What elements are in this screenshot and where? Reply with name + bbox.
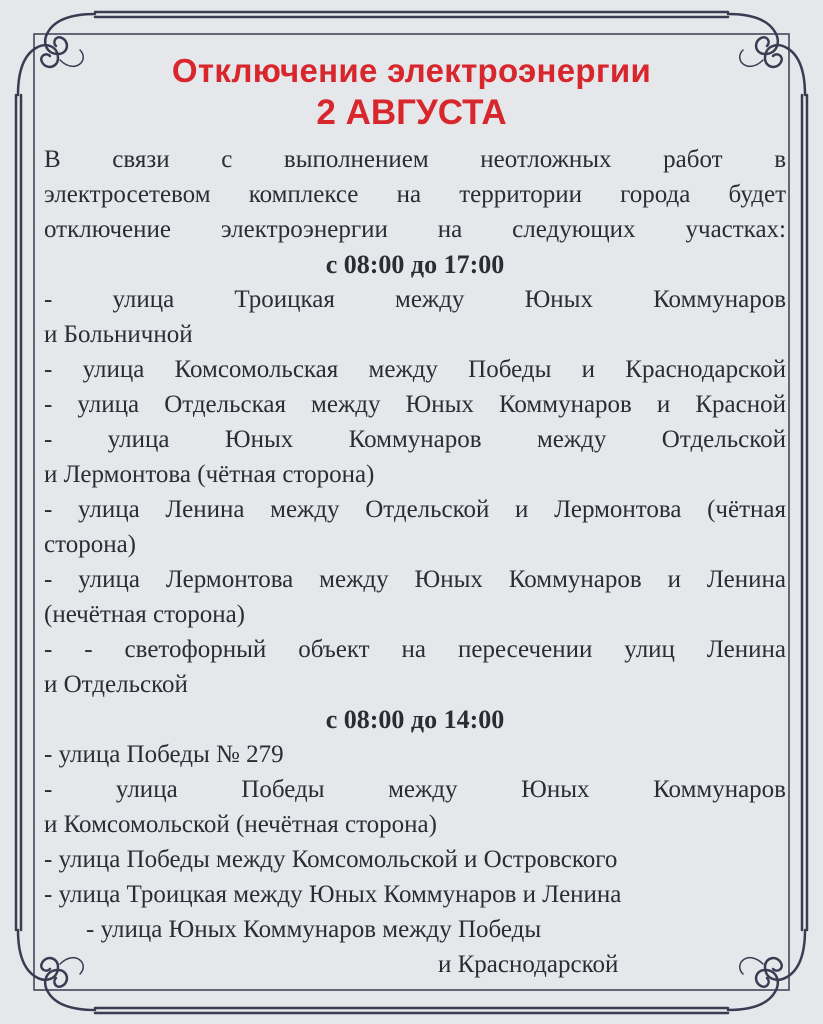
intro-line: отключение электроэнергии на следующих участках: — [44, 216, 786, 243]
list-item: - улица Троицкая между Юных Коммунаров — [44, 286, 786, 313]
list-item: и Краснодарской — [438, 951, 619, 978]
list-item: - улица Юных Коммунаров между Победы — [86, 916, 542, 943]
list-item: и Отдельской — [44, 671, 188, 698]
list-item: - улица Троицкая между Юных Коммунаров и Ленина — [44, 881, 622, 908]
list-item: - улица Победы № 279 — [44, 741, 284, 768]
time-heading: с 08:00 до 17:00 — [325, 250, 505, 279]
intro-line: электросетевом комплексе на территории города будет — [44, 181, 786, 208]
list-item: и Лермонтова (чётная сторона) — [44, 461, 375, 488]
list-item: (нечётная сторона) — [44, 601, 245, 628]
notice-body — [44, 142, 786, 982]
list-item: - улица Победы между Комсомольской и Островского — [44, 846, 618, 873]
list-item: и Комсомольской (нечётная сторона) — [44, 811, 437, 838]
list-item: - улица Отдельская между Юных Коммунаров и Красной — [44, 391, 786, 418]
list-item: сторона) — [44, 531, 136, 558]
intro-line: В связи с выполнением неотложных работ в — [44, 146, 786, 173]
list-item: - улица Юных Коммунаров между Отдельской — [44, 426, 786, 453]
list-item: и Больничной — [44, 321, 193, 348]
list-item: - улица Комсомольская между Победы и Краснодарской — [44, 356, 786, 383]
list-item: - - светофорный объект на пересечении улиц Ленина — [44, 636, 786, 663]
list-item: - улица Победы между Юных Коммунаров — [44, 776, 786, 803]
list-item: - улица Ленина между Отдельской и Лермонтова (чётная — [44, 496, 786, 523]
time-heading: с 08:00 до 14:00 — [325, 705, 505, 734]
page-date: 2 АВГУСТА — [316, 93, 507, 132]
page-title: Отключение электроэнергии — [171, 52, 652, 89]
list-item: - улица Лермонтова между Юных Коммунаров и Ленина — [44, 566, 786, 593]
